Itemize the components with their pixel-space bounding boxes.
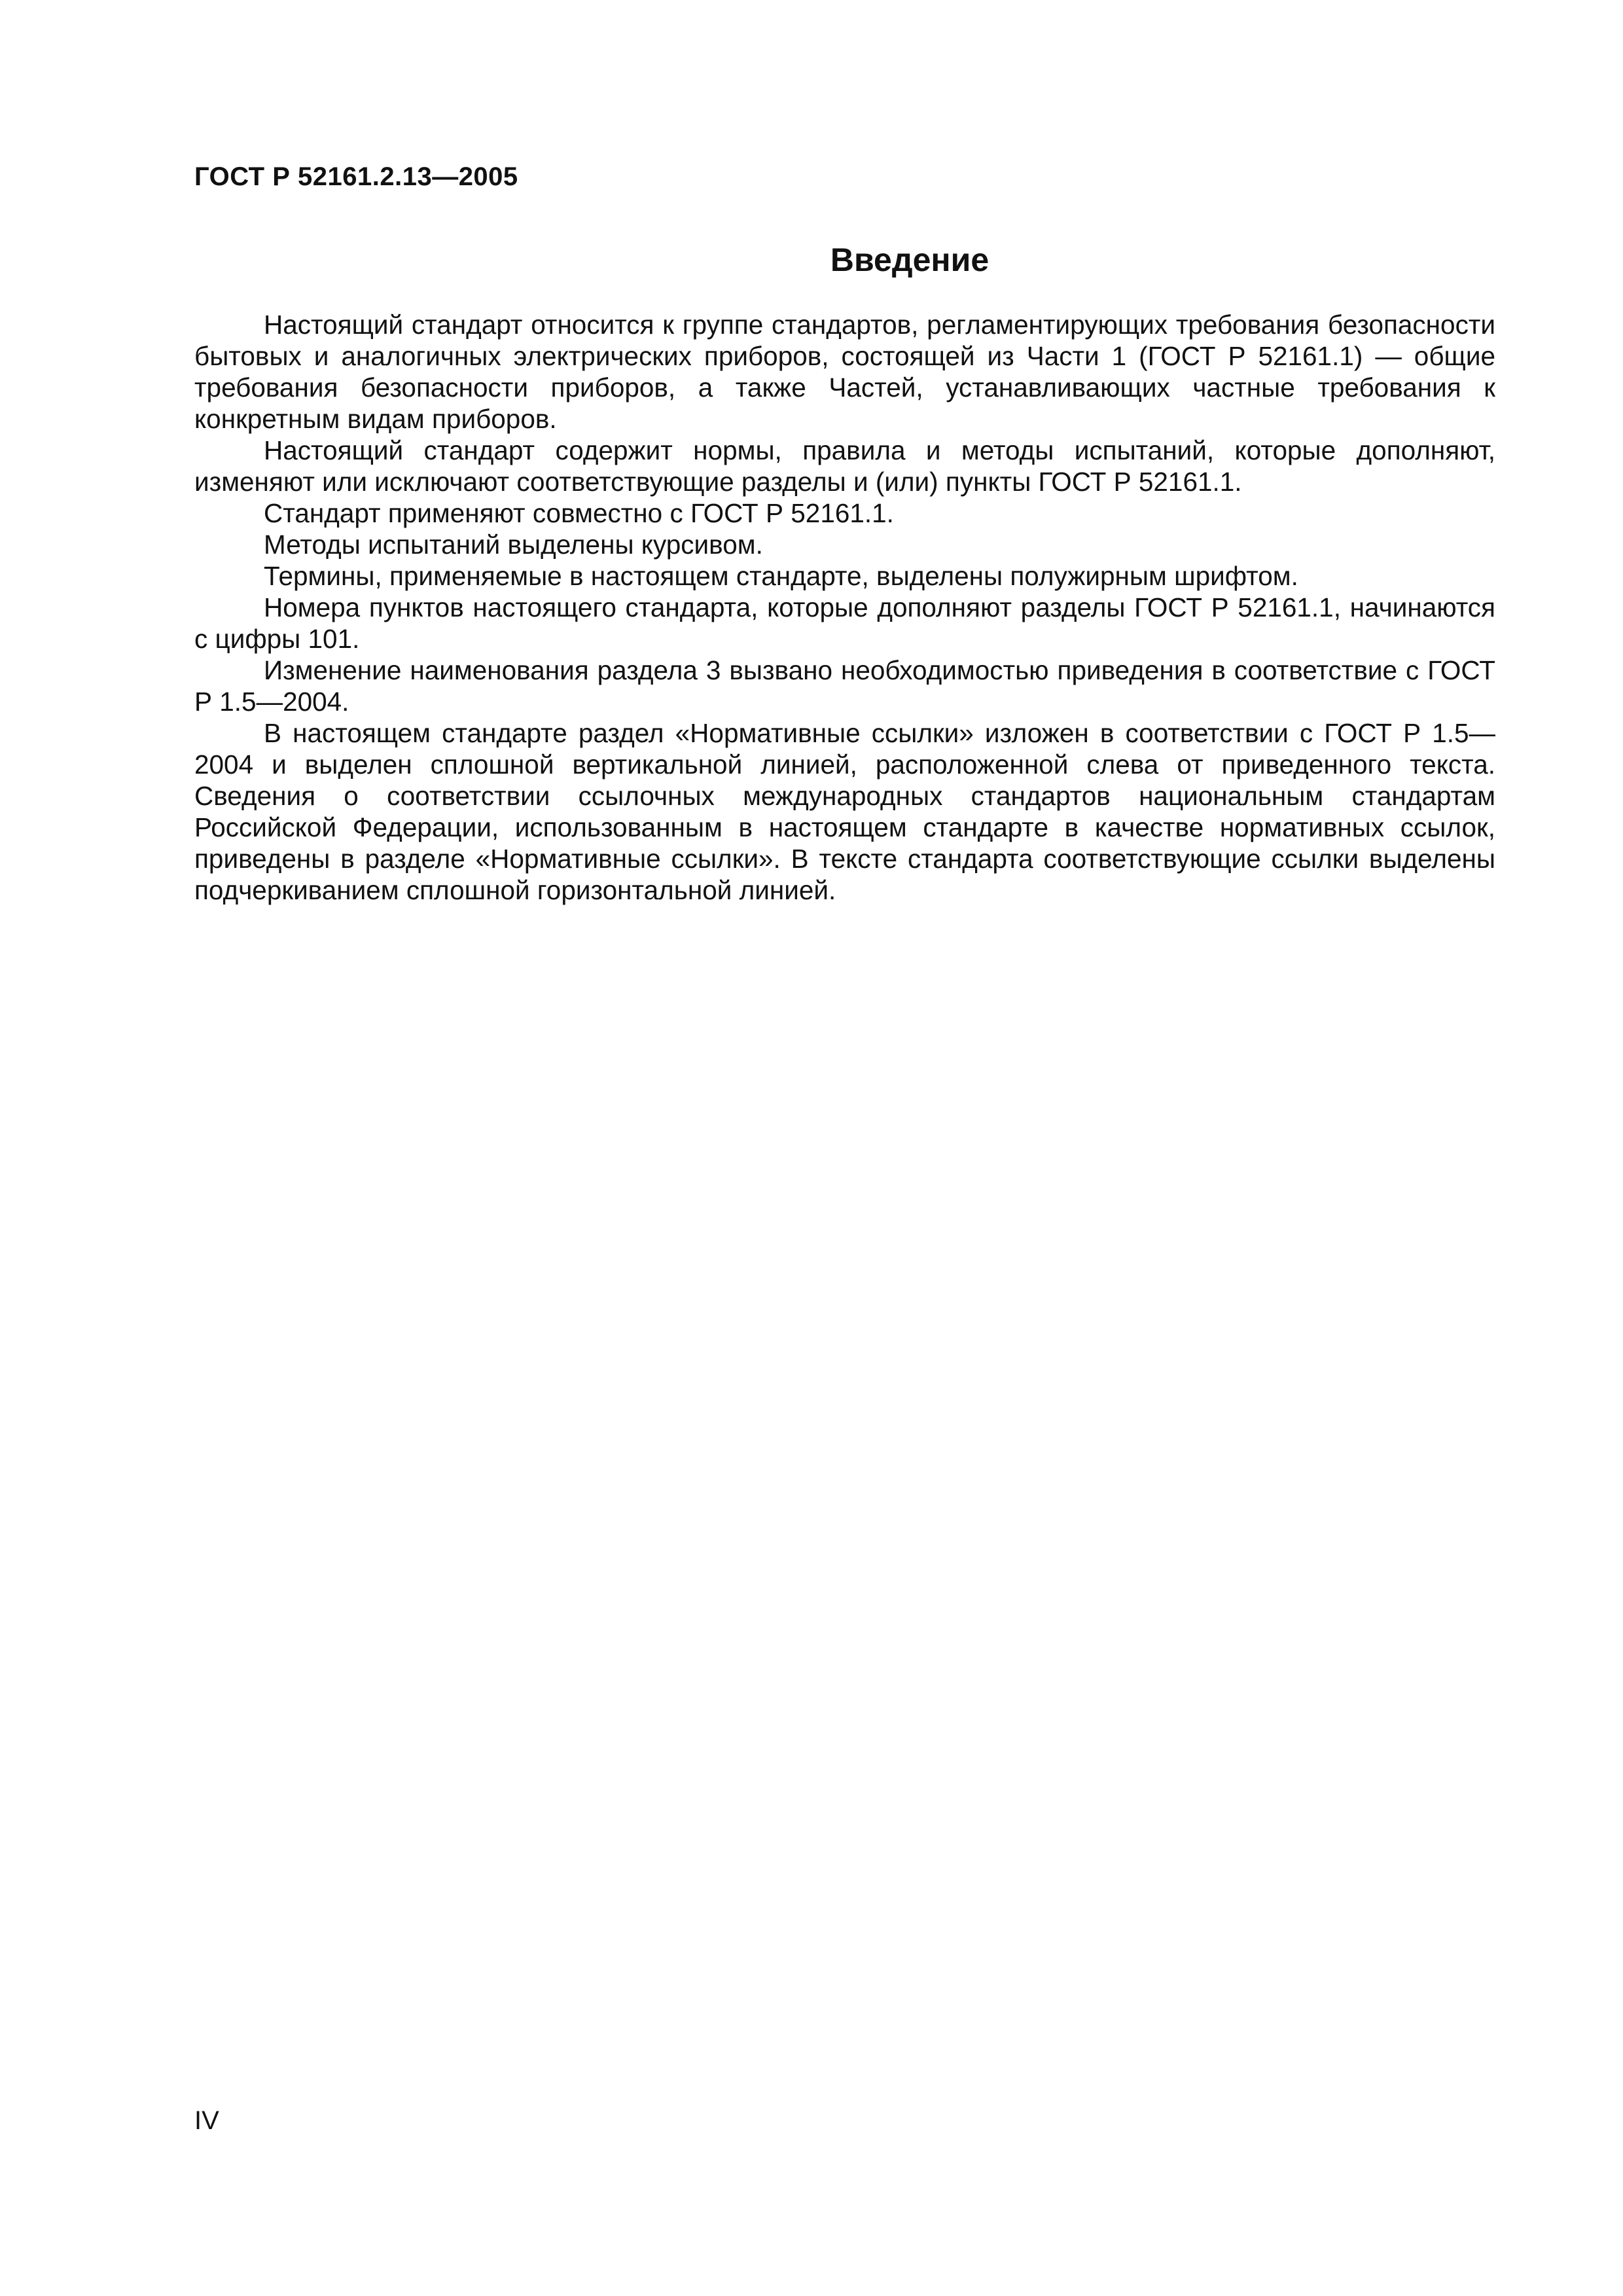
section-title: Введение (830, 242, 990, 278)
paragraph: Номера пунктов настоящего стандарта, которые дополняют разделы ГОСТ Р 52161.1, начинаются с цифры 101. (194, 592, 1495, 654)
paragraph: В настоящем стандарте раздел «Нормативные ссылки» изложен в соответствии с ГОСТ Р 1.5—2004 и выделен сплошной вертикальной линией, расположенной слева от приведенного текста. Сведения о соответствии ссылочных международных стандартов национальным стандартам Российской Федерации, использованным в настоящем стандарте в качестве нормативных ссылок, приведены в разделе «Нормативные ссылки». В тексте стандарта соответствующие ссылки выделены подчеркиванием сплошной горизонтальной линией. (194, 718, 1495, 905)
body-text (194, 309, 1495, 906)
page-number: IV (194, 2106, 219, 2135)
paragraph: Настоящий стандарт содержит нормы, правила и методы испытаний, которые дополняют, изменяют или исключают соответствующие разделы и (или) пункты ГОСТ Р 52161.1. (194, 435, 1495, 497)
paragraph: Методы испытаний выделены курсивом. (264, 529, 763, 560)
paragraph: Термины, применяемые в настоящем стандарте, выделены полужирным шрифтом. (264, 561, 1298, 591)
document-code: ГОСТ Р 52161.2.13—2005 (194, 162, 518, 191)
paragraph: Стандарт применяют совместно с ГОСТ Р 52161.1. (264, 498, 894, 528)
paragraph: Настоящий стандарт относится к группе стандартов, регламентирующих требования безопасности бытовых и аналогичных электрических приборов, состоящей из Части 1 (ГОСТ Р 52161.1) — общие требования безопасности приборов, а также Частей, устанавливающих частные требования к конкретным видам приборов. (194, 310, 1495, 434)
paragraph: Изменение наименования раздела 3 вызвано необходимостью приведения в соответствие с ГОСТ Р 1.5—2004. (194, 655, 1495, 717)
